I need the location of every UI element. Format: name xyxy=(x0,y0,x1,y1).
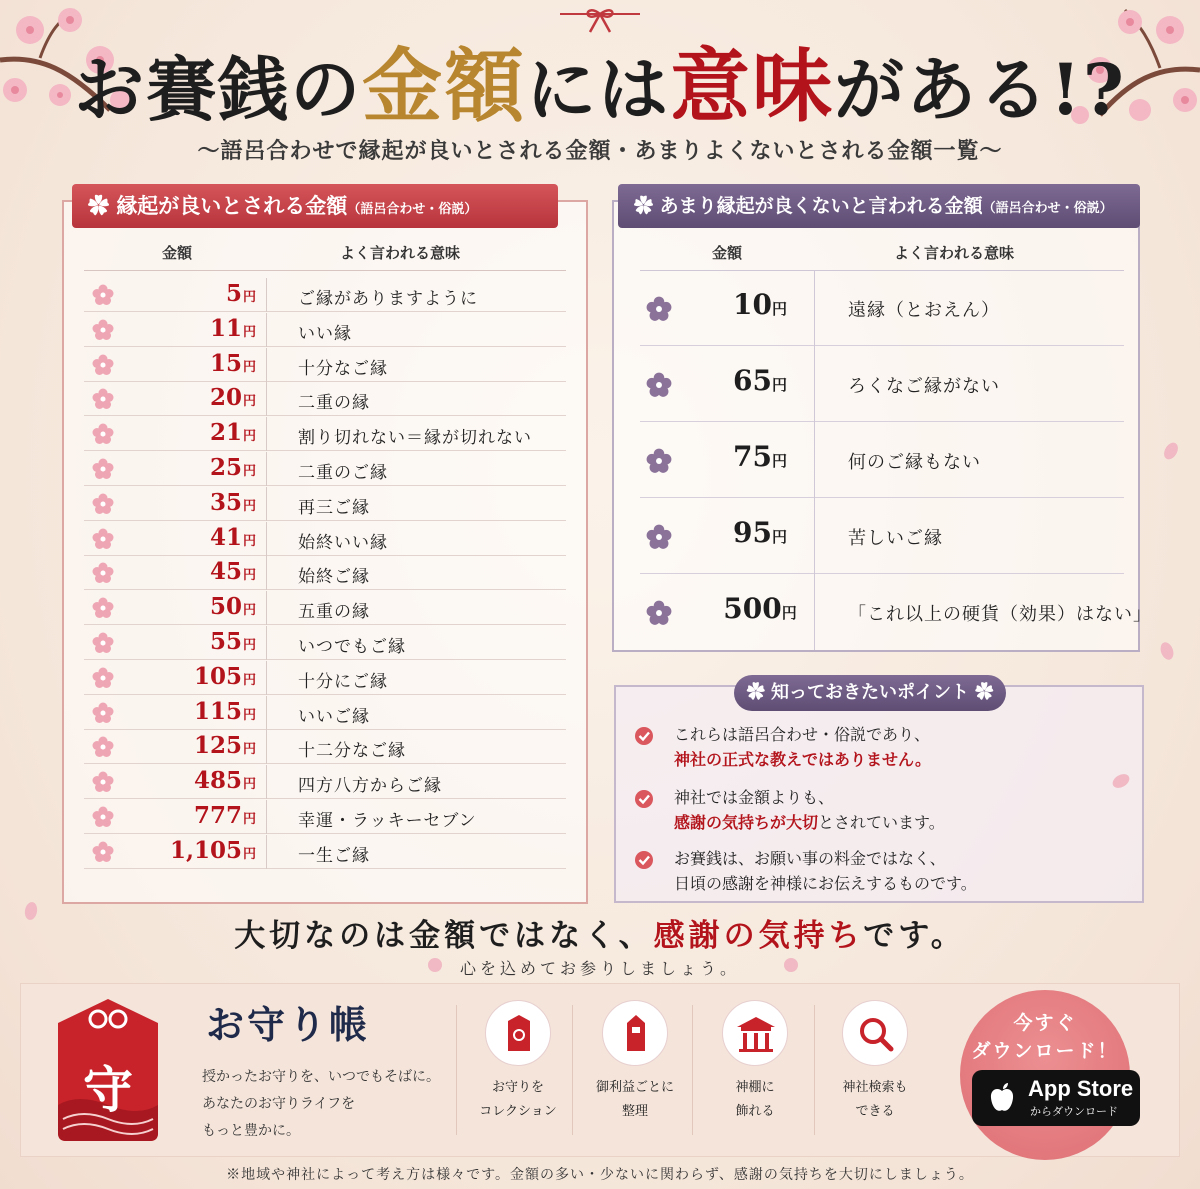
sakura-icon xyxy=(646,524,672,550)
sakura-icon xyxy=(646,372,672,398)
sakura-icon xyxy=(92,667,114,689)
divider xyxy=(266,313,267,347)
good-amount-row xyxy=(84,522,566,556)
app-store-sub: からダウンロード xyxy=(1030,1105,1118,1118)
tips-heading: ✿ 知っておきたいポイント ✿ xyxy=(734,675,1006,711)
divider xyxy=(266,626,267,660)
sakura-petal-icon xyxy=(780,954,802,976)
check-icon xyxy=(634,850,654,870)
feature-shrine-shelf: 神棚に 飾れる xyxy=(700,1000,810,1124)
search-icon xyxy=(842,1000,908,1066)
good-amount-meaning: 十二分なご縁 xyxy=(298,741,406,762)
key-message: 大切なのは金額ではなく、感謝の気持ちです。 xyxy=(234,918,966,954)
good-amount-meaning: 始終ご縁 xyxy=(298,567,370,588)
amulet-icon xyxy=(602,1000,668,1066)
tip-text: お賽銭は、お願い事の料金ではなく、 日頃の感謝を神様にお伝えするものです。 xyxy=(674,849,977,893)
good-amount-meaning: 一生ご縁 xyxy=(298,845,370,866)
sakura-icon xyxy=(92,632,114,654)
divider xyxy=(266,661,267,695)
good-amount-meaning: 二重の縁 xyxy=(298,393,370,414)
sakura-icon xyxy=(92,841,114,863)
good-amount-value: 485円 xyxy=(193,767,256,795)
divider xyxy=(266,452,267,486)
good-amount-row xyxy=(84,591,566,625)
good-amount-meaning: 幸運・ラッキーセブン xyxy=(298,811,477,831)
check-icon xyxy=(634,726,654,746)
sakura-icon xyxy=(646,296,672,322)
divider xyxy=(266,278,267,312)
good-amount-meaning: いいご縁 xyxy=(298,706,370,727)
good-amount-row xyxy=(84,417,566,451)
tip-text: 神社では金額よりも、 感謝の気持ちが大切とされています。 xyxy=(674,788,945,832)
sakura-icon xyxy=(92,423,114,445)
sakura-icon xyxy=(92,771,114,793)
page-subtitle: ～語呂合わせで縁起が良いとされる金額・あまりよくないとされる金額一覧～ xyxy=(197,138,1003,164)
sakura-icon xyxy=(92,528,114,550)
download-text: ダウンロード！ xyxy=(971,1040,1119,1062)
good-amount-meaning: 割り切れない＝縁が切れない xyxy=(298,428,532,449)
sakura-icon xyxy=(92,388,114,410)
divider xyxy=(814,498,815,574)
divider xyxy=(266,522,267,556)
tip-item xyxy=(634,846,1124,898)
mizuhiki-knot-icon xyxy=(560,4,640,34)
good-amount-meaning: 二重のご縁 xyxy=(298,463,388,483)
good-amount-value: 35円 xyxy=(209,488,256,516)
good-amount-row xyxy=(84,452,566,486)
tip-text: これらは語呂合わせ・俗説であり、 神社の正式な教えではありません。 xyxy=(674,725,931,769)
bad-amount-meaning: ろくなご縁がない xyxy=(848,376,1000,397)
bad-amount-meaning: 何のご縁もない xyxy=(848,452,981,473)
good-amount-meaning: 再三ご縁 xyxy=(298,497,370,518)
divider xyxy=(266,348,267,382)
divider xyxy=(814,346,815,422)
check-icon xyxy=(634,789,654,809)
good-amount-row xyxy=(84,626,566,660)
divider xyxy=(814,1005,815,1135)
good-amount-row xyxy=(84,696,566,730)
good-amount-meaning: 十分にご縁 xyxy=(298,671,388,692)
divider xyxy=(266,696,267,730)
divider xyxy=(266,730,267,764)
good-amount-meaning: 五重の縁 xyxy=(298,602,370,623)
divider xyxy=(692,1005,693,1135)
bad-amount-row xyxy=(640,346,1124,422)
good-amount-row xyxy=(84,348,566,382)
bad-amount-value: 75円 xyxy=(733,440,787,473)
good-amount-value: 5円 xyxy=(225,280,256,307)
good-amount-meaning: いい縁 xyxy=(298,323,352,344)
bad-amounts-heading: ✿ あまり縁起が良くないと言われる金額（語呂合わせ・俗説） xyxy=(618,184,1140,228)
app-desc-line: あなたのお守りライフを xyxy=(202,1096,356,1112)
divider xyxy=(456,1005,457,1135)
sakura-petal-icon xyxy=(1110,770,1132,792)
bad-amount-value: 65円 xyxy=(733,364,787,397)
omamori-icon xyxy=(485,1000,551,1066)
divider xyxy=(814,574,815,650)
good-col-meaning: よく言われる意味 xyxy=(340,244,461,262)
tip-item xyxy=(634,785,1124,837)
sakura-petal-icon xyxy=(1160,440,1182,462)
sakura-icon: ✿ xyxy=(969,682,994,703)
app-desc-line: もっと豊かに。 xyxy=(202,1123,300,1139)
good-amount-value: 20円 xyxy=(209,384,256,412)
sakura-icon xyxy=(92,702,114,724)
divider xyxy=(266,382,267,416)
app-name: お守り帳 xyxy=(206,1002,371,1047)
good-amount-row xyxy=(84,765,566,799)
divider xyxy=(266,765,267,799)
good-amount-meaning: 始終いい縁 xyxy=(298,532,388,553)
good-amount-row xyxy=(84,800,566,834)
bad-amount-value: 95円 xyxy=(733,516,787,549)
bad-amount-meaning: 遠縁（とおえん） xyxy=(848,300,1000,321)
sakura-icon xyxy=(646,448,672,474)
sakura-icon xyxy=(92,284,114,306)
app-desc-line: 授かったお守りを、いつでもそばに。 xyxy=(202,1069,440,1085)
key-message-sub: 心を込めてお参りしましょう。 xyxy=(459,959,740,978)
good-amount-value: 50円 xyxy=(209,593,256,621)
good-amount-value: 21円 xyxy=(209,419,256,447)
apple-icon xyxy=(988,1082,1016,1114)
sakura-icon xyxy=(92,354,114,376)
good-amount-value: 115円 xyxy=(193,697,256,725)
good-amount-row xyxy=(84,661,566,695)
sakura-icon xyxy=(92,493,114,515)
feature-collection: お守りを コレクション xyxy=(463,1000,573,1124)
good-amount-value: 25円 xyxy=(209,454,256,481)
good-amount-row xyxy=(84,556,566,590)
sakura-icon xyxy=(92,736,114,758)
good-amount-meaning: ご縁がありますように xyxy=(298,289,478,309)
divider xyxy=(266,591,267,625)
good-amount-row xyxy=(84,730,566,764)
good-amount-row xyxy=(84,487,566,521)
bad-amount-meaning: 「これ以上の硬貨（効果）はない」 xyxy=(848,604,1152,625)
sakura-icon xyxy=(92,458,114,480)
sakura-icon xyxy=(92,806,114,828)
app-store-button[interactable] xyxy=(972,1070,1140,1126)
good-amount-value: 15円 xyxy=(209,349,256,377)
good-amount-value: 777円 xyxy=(193,802,256,829)
sakura-icon: ✿ xyxy=(88,193,117,218)
bad-amount-value: 10円 xyxy=(733,288,787,321)
good-amount-meaning: いつでもご縁 xyxy=(298,637,406,657)
good-amount-value: 105円 xyxy=(193,662,256,690)
bad-amount-row xyxy=(640,422,1124,498)
bad-col-amount: 金額 xyxy=(712,244,743,262)
divider xyxy=(814,270,815,346)
sakura-icon xyxy=(646,600,672,626)
bad-amount-row xyxy=(640,270,1124,346)
divider xyxy=(266,417,267,451)
sakura-icon: ✿ xyxy=(634,195,660,217)
feature-organize: 御利益ごとに 整理 xyxy=(580,1000,690,1124)
good-amount-meaning: 四方八方からご縁 xyxy=(298,776,442,797)
bad-amount-value: 500円 xyxy=(723,592,797,625)
bad-amount-meaning: 苦しいご縁 xyxy=(848,528,943,549)
sakura-icon xyxy=(92,562,114,584)
divider xyxy=(266,487,267,521)
good-amount-value: 11円 xyxy=(209,314,256,342)
page-title: お賽銭の金額には意味がある!? xyxy=(74,39,1126,133)
sakura-icon xyxy=(92,597,114,619)
footnote: ※地域や神社によって考え方は様々です。金額の多い・少ないに関わらず、感謝の気持ちを大切にしましょう。 xyxy=(226,1167,974,1183)
good-amount-value: 55円 xyxy=(209,628,256,655)
divider xyxy=(266,835,267,869)
app-store-name: App Store xyxy=(1028,1076,1134,1101)
bad-amount-row xyxy=(640,498,1124,574)
good-col-amount: 金額 xyxy=(162,244,193,262)
good-amount-row xyxy=(84,382,566,416)
sakura-icon xyxy=(92,319,114,341)
good-amount-value: 41円 xyxy=(209,523,256,551)
good-amount-row xyxy=(84,278,566,312)
bad-col-meaning: よく言われる意味 xyxy=(894,244,1015,262)
sakura-petal-icon xyxy=(424,954,446,976)
divider xyxy=(814,422,815,498)
shrine-icon xyxy=(722,1000,788,1066)
sakura-petal-icon xyxy=(20,900,42,922)
feature-shrine-search: 神社検索も できる xyxy=(820,1000,930,1124)
good-amount-meaning: 十分なご縁 xyxy=(298,358,388,379)
good-amount-row xyxy=(84,313,566,347)
good-amounts-heading: ✿ 縁起が良いとされる金額（語呂合わせ・俗説） xyxy=(72,184,558,228)
divider xyxy=(266,800,267,834)
good-amount-row xyxy=(84,835,566,869)
divider xyxy=(84,270,566,271)
sakura-petal-icon xyxy=(1156,640,1178,662)
tip-item xyxy=(634,722,1124,774)
good-amount-value: 1,105円 xyxy=(169,836,256,864)
bad-amount-row xyxy=(640,574,1152,650)
divider xyxy=(266,556,267,590)
download-text: 今すぐ xyxy=(1013,1012,1077,1034)
omamori-logo-char: 守 xyxy=(83,1060,133,1119)
good-amount-value: 125円 xyxy=(193,732,256,760)
good-amount-value: 45円 xyxy=(209,558,256,586)
sakura-icon: ✿ xyxy=(746,682,771,703)
